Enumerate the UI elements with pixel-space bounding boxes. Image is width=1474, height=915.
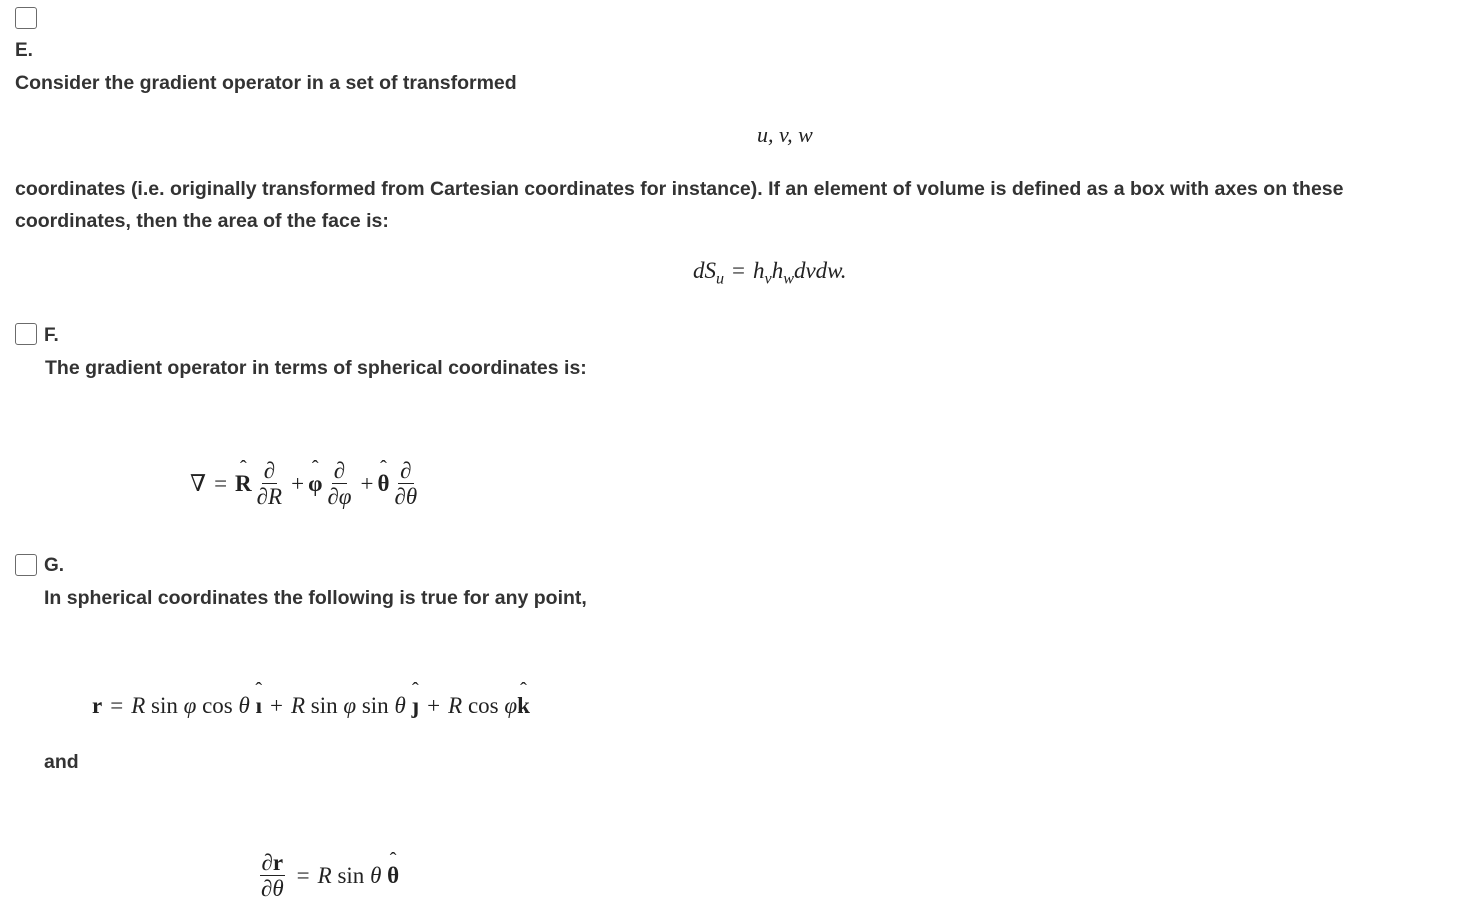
option-e-letter: E.: [15, 40, 33, 61]
option-g-checkbox[interactable]: [15, 554, 37, 576]
option-f-equation: ∇ = ˆ R $\frac{\partial}{\partial R}$ + ˆ φ $\frac{\partial}{\partial\varphi}$ + ˆ θ $\frac{\partial}{\partial\theta}$: [190, 458, 422, 510]
option-e-text-1: Consider the gradient operator in a set of transformed: [15, 72, 517, 94]
option-e-equation: $dS_u$ = $h_vh_wdvdw$.: [693, 258, 847, 288]
option-g-letter: G.: [44, 555, 65, 576]
option-g-text: In spherical coordinates the following is true for any point,: [44, 587, 587, 609]
option-g-equation-2: $\frac{\partial r}{\partial\theta}$ = R sin θ ˆ θ: [256, 850, 399, 902]
option-e-text-2: coordinates (i.e. originally transformed from Cartesian coordinates for instance). If an element of volume is defined as a box with axes on these: [15, 178, 1344, 200]
option-f-text: The gradient operator in terms of spherical coordinates is:: [45, 357, 587, 379]
option-e-inline-math: u, v, w: [757, 122, 813, 147]
option-f-checkbox[interactable]: [15, 323, 37, 345]
option-e-checkbox[interactable]: [15, 7, 37, 29]
option-g-and: and: [44, 751, 79, 773]
option-f-letter: F.: [44, 325, 59, 346]
option-g-equation-1: r = R sin φ cos θ ˆ ı + R sin φ sin θ ˆ ȷ + R cos φˆ k: [92, 693, 530, 719]
option-e-text-3: coordinates, then the area of the face is:: [15, 210, 389, 232]
